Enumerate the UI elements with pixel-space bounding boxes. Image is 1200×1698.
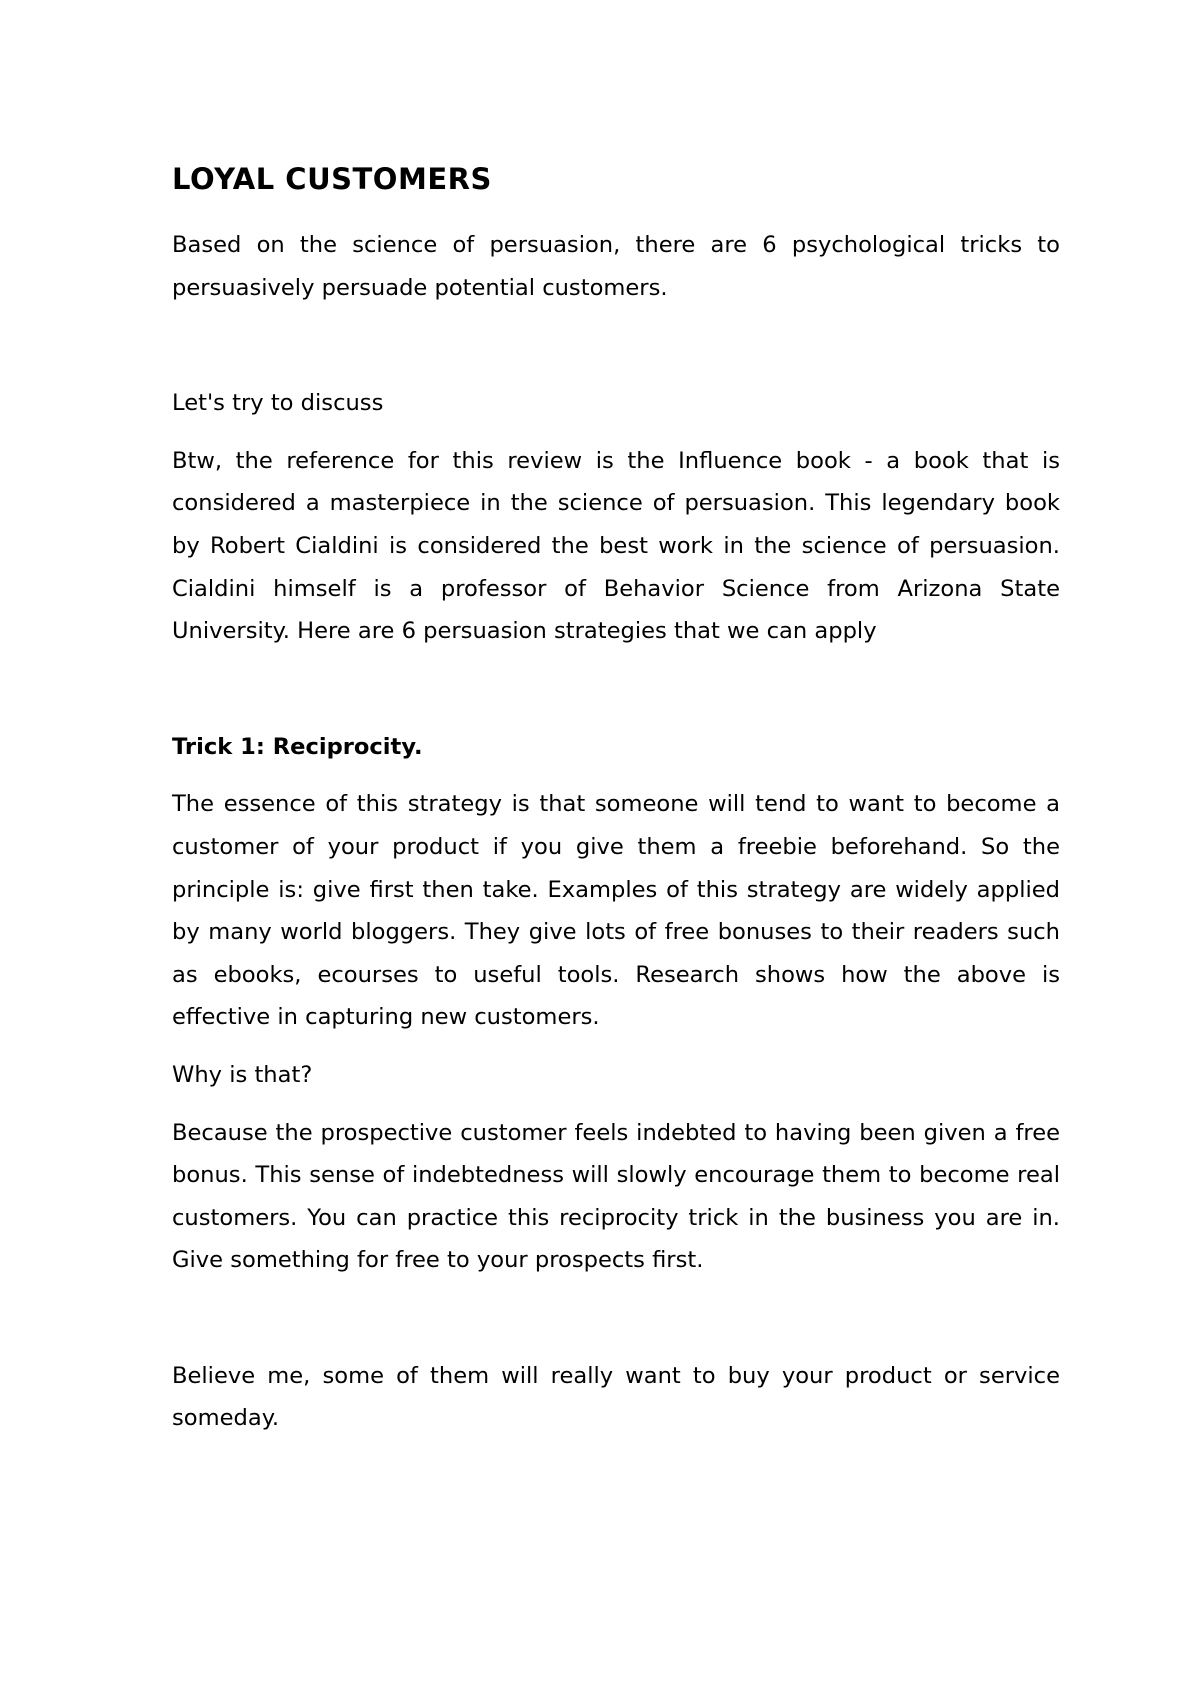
document-title: LOYAL CUSTOMERS (172, 162, 492, 196)
document-page (172, 160, 1060, 1440)
trick-1-heading: Trick 1: Reciprocity. (172, 733, 423, 760)
question-paragraph: Why is that? (172, 1061, 313, 1088)
closing-paragraph: Believe me, some of them will really want to buy your product or service someday. (172, 1362, 1060, 1432)
trick-1-body: The essence of this strategy is that someone will tend to want to become a customer of your product if you give them a freebie beforehand. So the principle is: give first then take. Examples of this strategy are widely applied by many world bloggers. They give lots of free bonuses to their readers such as ebooks, ecourses to useful tools. Research shows how the above is effective in capturing new customers. (172, 791, 1060, 1031)
reference-paragraph: Btw, the reference for this review is the Influence book - a book that is considered a masterpiece in the science of persuasion. This legendary book by Robert Cialdini is considered the best work in the science of persuasion. Cialdini himself is a professor of Behavior Science from Arizona State University. Here are 6 persuasion strategies that we can apply (172, 447, 1060, 645)
intro-paragraph: Based on the science of persuasion, there are 6 psychological tricks to persuasively persuade potential customers. (172, 232, 1060, 301)
answer-paragraph: Because the prospective customer feels indebted to having been given a free bonus. This sense of indebtedness will slowly encourage them to become real customers. You can practice this reciprocity trick in the business you are in. Give something for free to your prospects first. (172, 1119, 1060, 1274)
discuss-paragraph: Let's try to discuss (172, 390, 384, 417)
